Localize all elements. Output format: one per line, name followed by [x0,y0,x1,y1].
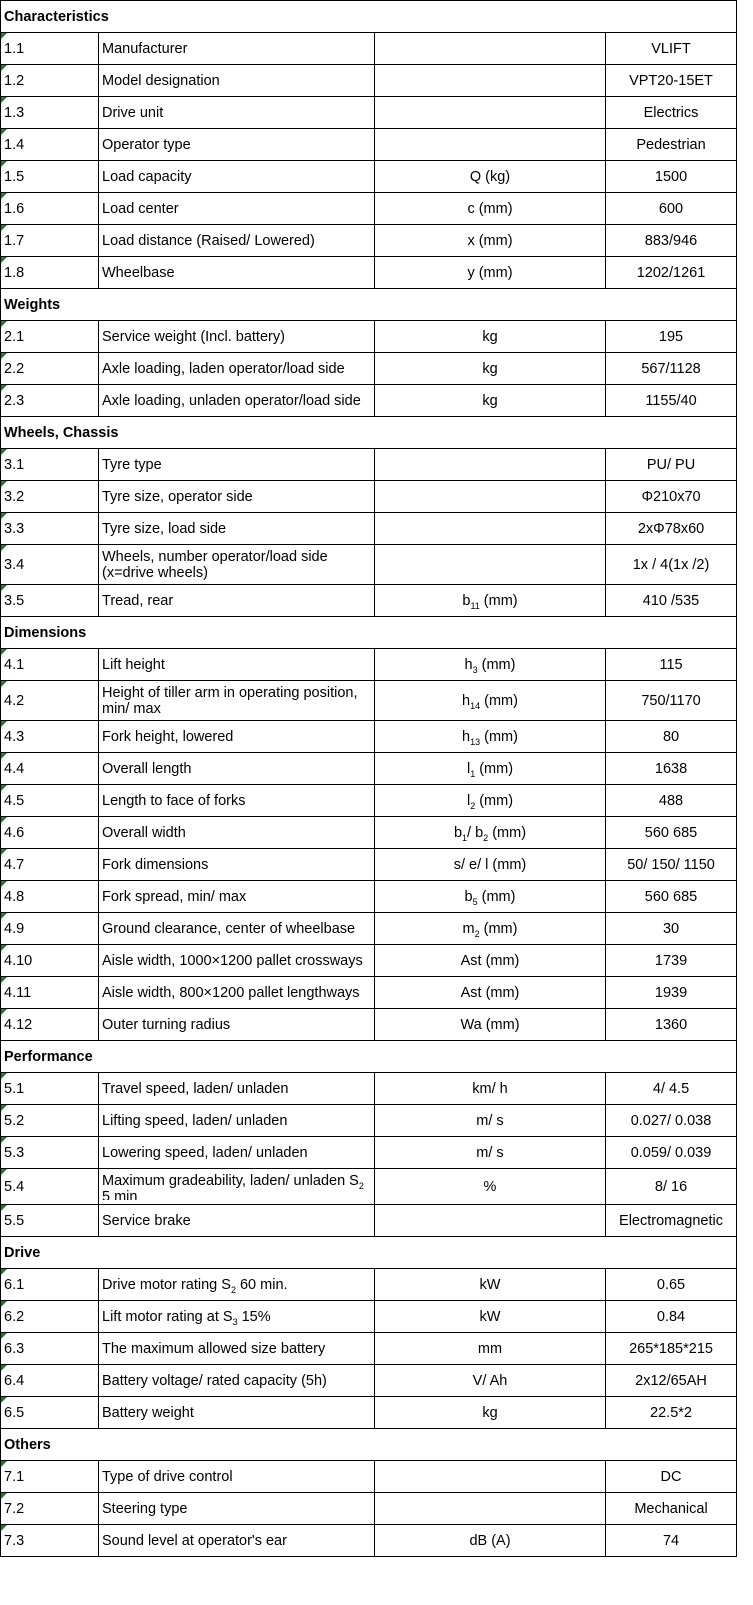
row-value: 1202/1261 [606,257,737,289]
row-value: 265*185*215 [606,1333,737,1365]
row-label: Lift height [99,649,375,681]
row-value: 0.84 [606,1301,737,1333]
row-number: 4.9 [1,913,99,945]
row-number: 6.3 [1,1333,99,1365]
row-unit [375,1461,606,1493]
row-value: DC [606,1461,737,1493]
row-number: 4.4 [1,753,99,785]
row-value: 115 [606,649,737,681]
spec-row [1,1009,737,1041]
section-header-row [1,617,737,649]
row-label: Steering type [99,1493,375,1525]
spec-row [1,649,737,681]
spec-row [1,977,737,1009]
row-number: 2.3 [1,385,99,417]
row-unit: $b_1/$ $b_2$ (mm) [375,817,606,849]
row-number: 2.2 [1,353,99,385]
section-header-row [1,1041,737,1073]
spec-row [1,1205,737,1237]
spec-row [1,1493,737,1525]
row-value: 488 [606,785,737,817]
row-unit: kg [375,353,606,385]
row-value: 1739 [606,945,737,977]
row-label: Overall length [99,753,375,785]
row-label: The maximum allowed size battery [99,1333,375,1365]
spec-row [1,785,737,817]
row-value: 0.059/ 0.039 [606,1137,737,1169]
row-value: 1500 [606,161,737,193]
row-value: 0.027/ 0.038 [606,1105,737,1137]
row-label: Wheelbase [99,257,375,289]
row-value: VPT20-15ET [606,65,737,97]
row-value: 30 [606,913,737,945]
row-label: Sound level at operator's ear [99,1525,375,1557]
row-unit [375,65,606,97]
row-label: Maximum gradeability, laden/ unladen $S_2$ 5 min [99,1169,375,1205]
section-header-row [1,417,737,449]
spec-row [1,161,737,193]
row-number: 1.5 [1,161,99,193]
row-value: 600 [606,193,737,225]
row-label: Height of tiller arm in operating position, min/ max [99,681,375,721]
row-number: 3.5 [1,585,99,617]
row-value: Electrics [606,97,737,129]
row-number: 5.1 [1,1073,99,1105]
row-label: Model designation [99,65,375,97]
row-unit: y (mm) [375,257,606,289]
row-number: 4.12 [1,1009,99,1041]
row-number: 4.7 [1,849,99,881]
row-label: Aisle width, 800×1200 pallet lengthways [99,977,375,1009]
row-unit: mm [375,1333,606,1365]
row-number: 4.10 [1,945,99,977]
row-unit: $h_{14}$ (mm) [375,681,606,721]
row-value: 1939 [606,977,737,1009]
row-label: Load center [99,193,375,225]
section-title: Drive [1,1237,737,1269]
row-unit [375,97,606,129]
row-unit: kW [375,1301,606,1333]
row-number: 5.5 [1,1205,99,1237]
row-unit: V/ Ah [375,1365,606,1397]
row-value: VLIFT [606,33,737,65]
row-value: 0.65 [606,1269,737,1301]
row-unit [375,129,606,161]
row-unit: m/ s [375,1137,606,1169]
row-number: 4.8 [1,881,99,913]
row-label: Manufacturer [99,33,375,65]
row-unit: Ast (mm) [375,977,606,1009]
row-label: Tyre size, operator side [99,481,375,513]
row-value: 80 [606,721,737,753]
row-number: 2.1 [1,321,99,353]
row-label: Load distance (Raised/ Lowered) [99,225,375,257]
row-unit: $b_5$ (mm) [375,881,606,913]
spec-row [1,881,737,913]
row-value: PU/ PU [606,449,737,481]
row-number: 6.1 [1,1269,99,1301]
row-number: 1.1 [1,33,99,65]
row-unit [375,1493,606,1525]
spec-row [1,681,737,721]
row-label: Service brake [99,1205,375,1237]
spec-row [1,1365,737,1397]
spec-row [1,129,737,161]
specification-body [1,1,737,1557]
row-unit: x (mm) [375,225,606,257]
row-value: 567/1128 [606,353,737,385]
spec-row [1,913,737,945]
row-unit [375,481,606,513]
row-value: 2x12/65AH [606,1365,737,1397]
row-label: Fork dimensions [99,849,375,881]
spec-row [1,321,737,353]
row-unit: m/ s [375,1105,606,1137]
row-number: 6.5 [1,1397,99,1429]
row-unit [375,449,606,481]
row-label: Operator type [99,129,375,161]
section-title: Wheels, Chassis [1,417,737,449]
row-number: 1.8 [1,257,99,289]
section-header-row [1,1237,737,1269]
row-value: 883/946 [606,225,737,257]
section-title: Others [1,1429,737,1461]
row-unit: Ast (mm) [375,945,606,977]
row-label: Type of drive control [99,1461,375,1493]
row-number: 5.2 [1,1105,99,1137]
row-label: Wheels, number operator/load side (x=drive wheels) [99,545,375,585]
row-number: 4.1 [1,649,99,681]
spec-row [1,385,737,417]
row-unit: kW [375,1269,606,1301]
row-label: Aisle width, 1000×1200 pallet crossways [99,945,375,977]
row-value: 750/1170 [606,681,737,721]
row-label: Overall width [99,817,375,849]
row-unit: $l_1$ (mm) [375,753,606,785]
row-number: 4.6 [1,817,99,849]
row-label: Tyre type [99,449,375,481]
spec-row [1,849,737,881]
section-header-row [1,289,737,321]
row-number: 7.3 [1,1525,99,1557]
row-unit: $h_{13}$ (mm) [375,721,606,753]
spec-row [1,817,737,849]
row-label: Battery weight [99,1397,375,1429]
spec-row [1,1461,737,1493]
row-label: Ground clearance, center of wheelbase [99,913,375,945]
section-header-row [1,1429,737,1461]
row-unit: s/ e/ l (mm) [375,849,606,881]
spec-row [1,449,737,481]
row-unit: c (mm) [375,193,606,225]
row-value: Φ210x70 [606,481,737,513]
row-unit: % [375,1169,606,1205]
row-value: Electromagnetic [606,1205,737,1237]
spec-row [1,1397,737,1429]
row-unit: $b_{11}$ (mm) [375,585,606,617]
spec-row [1,513,737,545]
row-number: 4.5 [1,785,99,817]
row-number: 1.3 [1,97,99,129]
section-title: Weights [1,289,737,321]
row-label: Lift motor rating at $S_3$ 15% [99,1301,375,1333]
row-unit: $l_2$ (mm) [375,785,606,817]
spec-row [1,721,737,753]
row-number: 3.1 [1,449,99,481]
spec-row [1,585,737,617]
section-header-row [1,1,737,33]
row-value: Pedestrian [606,129,737,161]
spec-row [1,353,737,385]
row-label: Tyre size, load side [99,513,375,545]
row-number: 7.1 [1,1461,99,1493]
spec-row [1,1073,737,1105]
spec-row [1,1269,737,1301]
row-number: 4.2 [1,681,99,721]
spec-row [1,1169,737,1205]
spec-row [1,945,737,977]
spec-row [1,1301,737,1333]
row-number: 1.6 [1,193,99,225]
row-value: 1x / 4(1x /2) [606,545,737,585]
row-number: 7.2 [1,1493,99,1525]
row-value: 560 685 [606,881,737,913]
spec-row [1,1105,737,1137]
spec-row [1,1333,737,1365]
row-unit [375,1205,606,1237]
row-number: 3.2 [1,481,99,513]
row-unit: kg [375,1397,606,1429]
row-label: Axle loading, unladen operator/load side [99,385,375,417]
row-number: 5.3 [1,1137,99,1169]
row-unit: $m_2$ (mm) [375,913,606,945]
row-label: Axle loading, laden operator/load side [99,353,375,385]
row-value: 1155/40 [606,385,737,417]
spec-row [1,1525,737,1557]
spec-row [1,33,737,65]
row-unit: $h_3$ (mm) [375,649,606,681]
row-unit: kg [375,321,606,353]
row-label: Service weight (Incl. battery) [99,321,375,353]
section-title: Performance [1,1041,737,1073]
row-number: 5.4 [1,1169,99,1205]
spec-row [1,257,737,289]
row-label: Lifting speed, laden/ unladen [99,1105,375,1137]
spec-row [1,193,737,225]
spec-row [1,753,737,785]
row-label: Length to face of forks [99,785,375,817]
row-unit [375,33,606,65]
row-number: 1.2 [1,65,99,97]
row-unit: Wa (mm) [375,1009,606,1041]
row-number: 3.3 [1,513,99,545]
row-unit: dB (A) [375,1525,606,1557]
row-unit [375,545,606,585]
row-unit [375,513,606,545]
row-value: 74 [606,1525,737,1557]
row-value: 410 /535 [606,585,737,617]
row-label: Lowering speed, laden/ unladen [99,1137,375,1169]
row-unit: km/ h [375,1073,606,1105]
spec-row [1,481,737,513]
spec-row [1,65,737,97]
row-value: 1638 [606,753,737,785]
row-value: 50/ 150/ 1150 [606,849,737,881]
row-value: 1360 [606,1009,737,1041]
spec-row [1,225,737,257]
row-value: Mechanical [606,1493,737,1525]
section-title: Dimensions [1,617,737,649]
row-label: Fork spread, min/ max [99,881,375,913]
row-number: 6.2 [1,1301,99,1333]
row-label: Outer turning radius [99,1009,375,1041]
row-number: 3.4 [1,545,99,585]
row-label: Fork height, lowered [99,721,375,753]
row-value: 2xΦ78x60 [606,513,737,545]
row-value: 8/ 16 [606,1169,737,1205]
row-number: 4.3 [1,721,99,753]
spec-row [1,545,737,585]
row-value: 4/ 4.5 [606,1073,737,1105]
row-number: 1.7 [1,225,99,257]
row-unit: Q (kg) [375,161,606,193]
row-value: 195 [606,321,737,353]
spec-row [1,97,737,129]
row-label: Drive motor rating $S_2$ 60 min. [99,1269,375,1301]
row-label: Tread, rear [99,585,375,617]
row-number: 1.4 [1,129,99,161]
row-label: Load capacity [99,161,375,193]
spec-row [1,1137,737,1169]
section-title: Characteristics [1,1,737,33]
row-number: 6.4 [1,1365,99,1397]
row-label: Travel speed, laden/ unladen [99,1073,375,1105]
row-unit: kg [375,385,606,417]
row-label: Battery voltage/ rated capacity (5h) [99,1365,375,1397]
row-number: 4.11 [1,977,99,1009]
row-value: 22.5*2 [606,1397,737,1429]
row-value: 560 685 [606,817,737,849]
row-label: Drive unit [99,97,375,129]
